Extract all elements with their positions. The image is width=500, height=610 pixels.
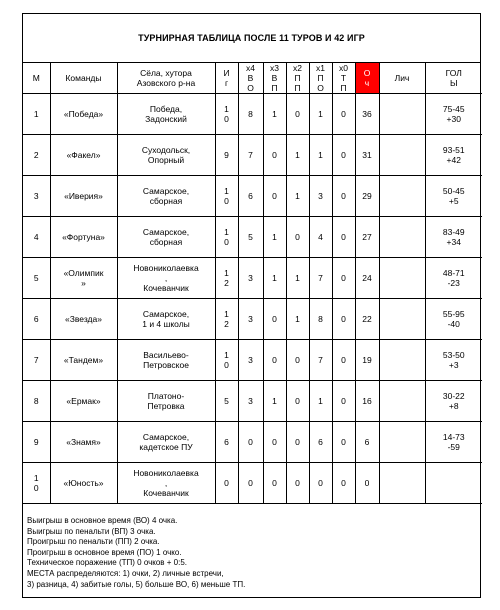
cell-games: 1 2 (215, 299, 238, 340)
cell-tp: 0 (332, 135, 355, 176)
note-line: Проигрыш в основное время (ПО) 1 очко. (27, 547, 182, 557)
cell-tp: 0 (332, 381, 355, 422)
header-place: М (23, 63, 50, 94)
table-row (23, 217, 482, 258)
cell-goals (425, 463, 482, 504)
cell-po: 8 (309, 299, 332, 340)
cell-goals: 83-49 +34 (425, 217, 482, 258)
header-row (23, 63, 482, 94)
cell-bo: 8 (238, 94, 263, 135)
note-line: Выигрыш по пенальти (ВП) 3 очка. (27, 526, 156, 536)
cell-tp: 0 (332, 463, 355, 504)
cell-personal (379, 299, 425, 340)
cell-pp: 0 (286, 422, 309, 463)
cell-po: 1 (309, 135, 332, 176)
cell-bp: 0 (263, 422, 286, 463)
cell-games: 6 (215, 422, 238, 463)
cell-tp: 0 (332, 176, 355, 217)
cell-personal (379, 258, 425, 299)
header-po: x1 П О (309, 63, 332, 94)
header-villages: Сёла, хутора Азовского р-на (117, 63, 215, 94)
cell-games: 1 0 (215, 340, 238, 381)
cell-pp: 0 (286, 94, 309, 135)
cell-points: 16 (355, 381, 379, 422)
cell-po: 7 (309, 258, 332, 299)
cell-tp: 0 (332, 217, 355, 258)
cell-pp: 1 (286, 299, 309, 340)
table-row (23, 422, 482, 463)
header-bo: x4 В О (238, 63, 263, 94)
cell-points: 27 (355, 217, 379, 258)
cell-points: 22 (355, 299, 379, 340)
cell-village: Самарское, сборная (117, 217, 215, 258)
cell-team: «Звезда» (50, 299, 117, 340)
cell-place: 3 (23, 176, 50, 217)
cell-team: «Олимпик » (50, 258, 117, 299)
cell-games: 1 0 (215, 94, 238, 135)
cell-bo: 3 (238, 258, 263, 299)
cell-personal (379, 176, 425, 217)
cell-points: 19 (355, 340, 379, 381)
cell-personal (379, 217, 425, 258)
cell-tp: 0 (332, 258, 355, 299)
header-points: О ч (355, 63, 379, 94)
cell-personal (379, 463, 425, 504)
cell-bp: 0 (263, 135, 286, 176)
cell-place: 1 0 (23, 463, 50, 504)
header-tp: x0 Т П (332, 63, 355, 94)
cell-place: 6 (23, 299, 50, 340)
table-row (23, 135, 482, 176)
cell-bo: 0 (238, 463, 263, 504)
cell-tp: 0 (332, 299, 355, 340)
table-row (23, 94, 482, 135)
cell-games: 0 (215, 463, 238, 504)
cell-team: «Юность» (50, 463, 117, 504)
cell-goals: 93-51 +42 (425, 135, 482, 176)
cell-games: 1 0 (215, 176, 238, 217)
cell-personal (379, 340, 425, 381)
cell-bp: 0 (263, 176, 286, 217)
cell-team: «Победа» (50, 94, 117, 135)
header-games: И г (215, 63, 238, 94)
cell-bo: 7 (238, 135, 263, 176)
cell-points: 36 (355, 94, 379, 135)
cell-personal (379, 135, 425, 176)
cell-place: 5 (23, 258, 50, 299)
cell-goals: 53-50 +3 (425, 340, 482, 381)
cell-bp: 0 (263, 299, 286, 340)
cell-bp: 1 (263, 258, 286, 299)
cell-goals: 30-22 +8 (425, 381, 482, 422)
cell-bo: 0 (238, 422, 263, 463)
cell-village: Суходольск, Опорный (117, 135, 215, 176)
cell-pp: 0 (286, 381, 309, 422)
cell-games: 9 (215, 135, 238, 176)
cell-personal (379, 381, 425, 422)
cell-games: 5 (215, 381, 238, 422)
cell-pp: 0 (286, 340, 309, 381)
cell-pp: 1 (286, 176, 309, 217)
table-row (23, 258, 482, 299)
cell-village: Платоно- Петровка (117, 381, 215, 422)
cell-village: Самарское, 1 и 4 школы (117, 299, 215, 340)
cell-place: 9 (23, 422, 50, 463)
cell-bp: 1 (263, 217, 286, 258)
table-row (23, 176, 482, 217)
cell-points: 31 (355, 135, 379, 176)
cell-points: 24 (355, 258, 379, 299)
cell-points: 0 (355, 463, 379, 504)
cell-points: 6 (355, 422, 379, 463)
cell-po: 4 (309, 217, 332, 258)
header-goals: ГОЛ Ы (425, 63, 482, 94)
cell-goals: 55-95 -40 (425, 299, 482, 340)
cell-po: 7 (309, 340, 332, 381)
cell-po: 3 (309, 176, 332, 217)
table-row (23, 340, 482, 381)
table-title: ТУРНИРНАЯ ТАБЛИЦА ПОСЛЕ 11 ТУРОВ И 42 ИГР (23, 14, 480, 63)
cell-po: 1 (309, 94, 332, 135)
cell-village: Самарское, кадетское ПУ (117, 422, 215, 463)
cell-village: Васильево- Петровское (117, 340, 215, 381)
note-line: 3) разница, 4) забитые голы, 5) больше ВО, 6) меньше ТП. (27, 579, 246, 589)
note-line: Выигрыш в основное время (ВО) 4 очка. (27, 516, 178, 525)
cell-goals: 75-45 +30 (425, 94, 482, 135)
cell-team: «Иверия» (50, 176, 117, 217)
cell-tp: 0 (332, 422, 355, 463)
cell-games: 1 2 (215, 258, 238, 299)
note-line: Проигрыш по пенальти (ПП) 2 очка. (27, 537, 160, 547)
cell-pp: 1 (286, 135, 309, 176)
cell-place: 2 (23, 135, 50, 176)
cell-pp: 1 (286, 258, 309, 299)
cell-bp: 1 (263, 94, 286, 135)
cell-tp: 0 (332, 94, 355, 135)
cell-village: Новониколаевка , Кочеванчик (117, 258, 215, 299)
cell-village: Новониколаевка , Кочеванчик (117, 463, 215, 504)
header-personal: Лич (379, 63, 425, 94)
cell-personal (379, 94, 425, 135)
cell-bp: 1 (263, 381, 286, 422)
table-row (23, 381, 482, 422)
cell-bo: 5 (238, 217, 263, 258)
cell-place: 8 (23, 381, 50, 422)
note-line: Техническое поражение (ТП) 0 очков + 0:5. (27, 558, 188, 568)
cell-bo: 3 (238, 299, 263, 340)
cell-tp: 0 (332, 340, 355, 381)
cell-place: 4 (23, 217, 50, 258)
cell-team: «Ермак» (50, 381, 117, 422)
standings-table (23, 63, 482, 504)
cell-goals: 48-71 -23 (425, 258, 482, 299)
header-teams: Команды (50, 63, 117, 94)
cell-bo: 6 (238, 176, 263, 217)
cell-po: 6 (309, 422, 332, 463)
scoring-notes (23, 512, 480, 590)
cell-games: 1 0 (215, 217, 238, 258)
cell-team: «Фортуна» (50, 217, 117, 258)
cell-bp: 0 (263, 340, 286, 381)
cell-place: 7 (23, 340, 50, 381)
cell-place: 1 (23, 94, 50, 135)
note-line: МЕСТА распределяются: 1) очки, 2) личные встречи, (27, 568, 224, 578)
cell-points: 29 (355, 176, 379, 217)
cell-team: «Тандем» (50, 340, 117, 381)
cell-bp: 0 (263, 463, 286, 504)
cell-goals: 14-73 -59 (425, 422, 482, 463)
standings-sheet (22, 13, 481, 598)
cell-team: «Знамя» (50, 422, 117, 463)
table-row (23, 463, 482, 504)
cell-village: Победа, Задонский (117, 94, 215, 135)
header-pp: x2 П П (286, 63, 309, 94)
table-row (23, 299, 482, 340)
cell-bo: 3 (238, 381, 263, 422)
cell-village: Самарское, сборная (117, 176, 215, 217)
cell-pp: 0 (286, 463, 309, 504)
cell-goals: 50-45 +5 (425, 176, 482, 217)
cell-pp: 0 (286, 217, 309, 258)
cell-team: «Факел» (50, 135, 117, 176)
header-bp: x3 В П (263, 63, 286, 94)
cell-bo: 3 (238, 340, 263, 381)
cell-po: 1 (309, 381, 332, 422)
cell-po: 0 (309, 463, 332, 504)
cell-personal (379, 422, 425, 463)
